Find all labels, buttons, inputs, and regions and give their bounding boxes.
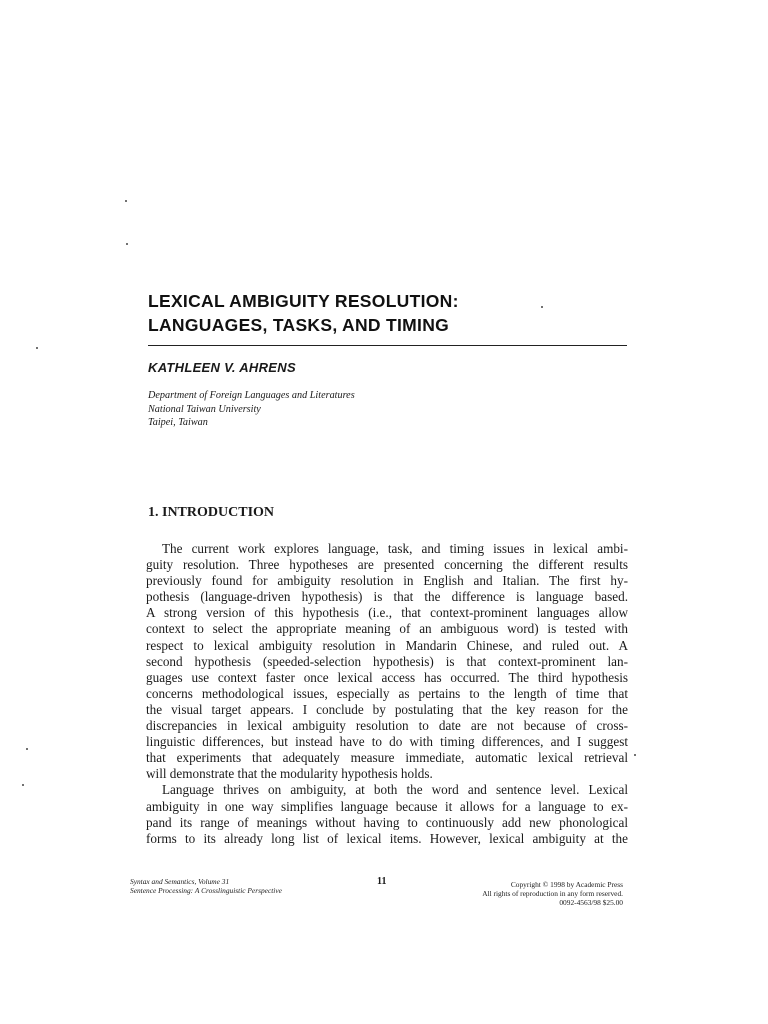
body-line: pand its range of meanings without having to continuously add new phonological bbox=[146, 814, 628, 830]
title-rule bbox=[148, 345, 627, 346]
body-line: will demonstrate that the modularity hypothesis holds. bbox=[146, 766, 433, 782]
scan-speck bbox=[126, 243, 128, 245]
body-line: the visual target appears. I conclude by postulating that the key reason for the bbox=[146, 701, 628, 717]
body-line: guity resolution. Three hypotheses are presented concerning the different results bbox=[146, 557, 628, 573]
page-number: 11 bbox=[377, 876, 387, 887]
footer-book-title: Sentence Processing: A Crosslinguistic Perspective bbox=[130, 886, 282, 895]
body-line: pothesis (language-driven hypothesis) is that the difference is language based. bbox=[146, 589, 628, 605]
article-title bbox=[148, 289, 628, 337]
body-line: forms to its already long list of lexical items. However, lexical ambiguity at the bbox=[146, 830, 628, 846]
footer-series-volume: Syntax and Semantics, Volume 31 bbox=[130, 877, 230, 886]
section-heading: 1. INTRODUCTION bbox=[148, 505, 275, 520]
scan-speck bbox=[125, 200, 127, 202]
body-text bbox=[146, 541, 628, 847]
body-line: context to select the appropriate meaning of an ambiguous word) is tested with bbox=[146, 621, 628, 637]
footer-copyright bbox=[430, 880, 623, 907]
footer-code-line: 0092-4563/98 $25.00 bbox=[559, 898, 623, 907]
scan-speck bbox=[22, 784, 24, 786]
footer-series-info bbox=[130, 877, 282, 895]
body-line: second hypothesis (speeded-selection hypothesis) is that context-prominent lan- bbox=[146, 653, 628, 669]
body-line: A strong version of this hypothesis (i.e., that context-prominent languages allow bbox=[146, 605, 628, 621]
body-line: that experiments that adequately measure immediate, automatic lexical retrieval bbox=[146, 750, 628, 766]
affiliation-department: Department of Foreign Languages and Literatures bbox=[148, 390, 355, 401]
body-line: Language thrives on ambiguity, at both the word and sentence level. Lexical bbox=[162, 782, 628, 798]
body-line: guages use context faster once lexical access has occurred. The third hypothesis bbox=[146, 669, 628, 685]
author-affiliation bbox=[148, 389, 355, 430]
body-line: The current work explores language, task, and timing issues in lexical ambi- bbox=[162, 541, 628, 556]
body-line: respect to lexical ambiguity resolution in Mandarin Chinese, and ruled out. A bbox=[146, 637, 628, 653]
body-line: discrepancies in lexical ambiguity resolution to date are not because of cross- bbox=[146, 718, 628, 734]
footer-rights-line: All rights of reproduction in any form reserved. bbox=[482, 889, 623, 898]
body-line: concerns methodological issues, especially as pertains to the length of time that bbox=[146, 685, 628, 701]
body-line: ambiguity in one way simplifies language because it allows for a language to ex- bbox=[146, 798, 628, 814]
affiliation-university: National Taiwan University bbox=[148, 403, 261, 415]
body-line: previously found for ambiguity resolution in English and Italian. The first hy- bbox=[146, 573, 628, 589]
scan-speck bbox=[26, 748, 28, 750]
footer-copyright-line: Copyright © 1998 by Academic Press bbox=[510, 880, 623, 889]
author-name: KATHLEEN V. AHRENS bbox=[148, 360, 296, 375]
affiliation-city: Taipei, Taiwan bbox=[148, 417, 208, 428]
scan-speck bbox=[634, 754, 636, 756]
title-line-1: LEXICAL AMBIGUITY RESOLUTION: bbox=[148, 291, 459, 311]
scan-speck bbox=[36, 347, 38, 349]
title-line-2: LANGUAGES, TASKS, AND TIMING bbox=[148, 315, 450, 335]
body-line: linguistic differences, but instead have to do with timing differences, and I suggest bbox=[146, 734, 628, 750]
scan-speck bbox=[541, 306, 543, 308]
